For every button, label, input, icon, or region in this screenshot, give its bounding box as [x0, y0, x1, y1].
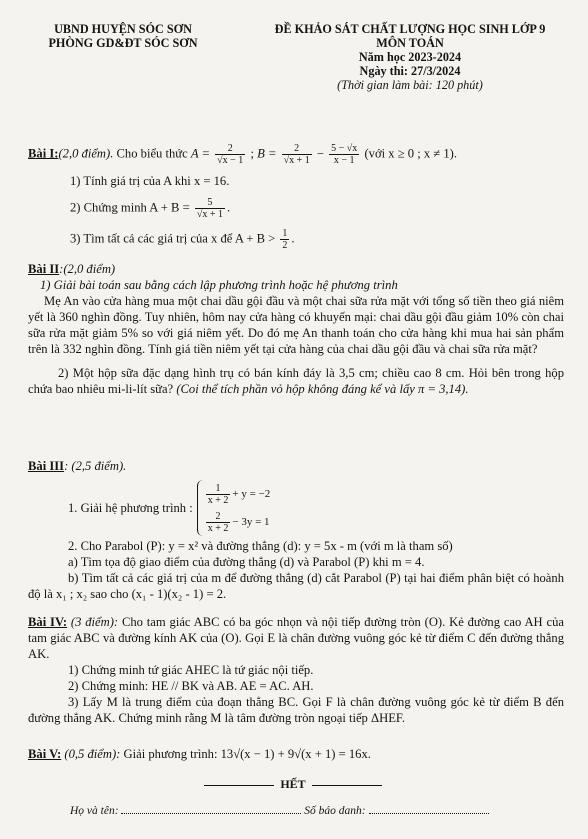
bai2-sub1: 1) Giải bài toán sau bằng cách lập phương trình hoặc hệ phương trình	[40, 278, 398, 292]
org-line-2: PHÒNG GD&ĐT SÓC SƠN	[48, 36, 198, 50]
bai3-heading	[28, 458, 564, 474]
name-field[interactable]	[121, 813, 301, 814]
bai4-q3: 3) Lấy M là trung điểm của đoạn thẳng BC. Gọi F là chân đường vuông góc kẻ từ điểm B đến đường thẳng AK. Chứng minh rằng M là tâm đường tròn ngoại tiếp ΔHEF.	[28, 695, 564, 725]
expr-a-lhs: A =	[190, 146, 210, 161]
bai5-label: Bài V:	[28, 747, 62, 761]
expr-condition: (với x ≥ 0 ; x ≠ 1).	[364, 146, 458, 161]
id-field[interactable]	[369, 813, 489, 814]
bai4-q1: 1) Chứng minh tứ giác AHEC là tứ giác nội tiếp.	[68, 663, 314, 677]
bai1-q1: 1) Tính giá trị của A khi x = 16.	[70, 174, 230, 188]
expr-separator: ;	[250, 146, 254, 161]
exam-duration: (Thời gian làm bài: 120 phút)	[337, 78, 483, 92]
bai3-q2a: a) Tìm tọa độ giao điểm của đường thẳng (d) và Parabol (P) khi m = 4.	[68, 555, 425, 569]
bai2-label: Bài II	[28, 262, 60, 276]
expr-b-fraction-1: $\frac{2}{√x + 1}$	[283, 143, 310, 166]
candidate-info	[70, 803, 550, 819]
bai1-points: (2,0 điểm).	[58, 146, 114, 161]
bai3-q2: 2. Cho Parabol (P): y = x² và đường thẳng (d): y = 5x - m (với m là tham số)	[68, 539, 453, 553]
bai2-problem-1: Mẹ An vào cửa hàng mua một chai dầu gội đầu và một chai sữa rửa mặt với tổng số tiền theo giá niêm yết là 360 nghìn đồng. Tuy nhiên, hôm nay cửa hàng có khuyến mại: chai dầu gội đầu giảm 10% còn chai sữa rửa mặt giảm 5% so với giá niêm yết. Do đó mẹ An thanh toán cho cửa hàng khi mua hai sản phẩm trên là 332 nghìn đồng. Tính giá tiền niêm yết tại cửa hàng của chai dầu gội đầu và chai sữa rửa mặt?	[28, 294, 564, 356]
bai1-q3: 3) Tìm tất cả các giá trị của x để A + B > $\frac{1}{2}$ .	[70, 228, 295, 251]
name-label: Họ và tên:	[70, 805, 119, 817]
id-label: Số báo danh:	[304, 805, 366, 817]
bai1-intro: Cho biểu thức	[116, 146, 188, 161]
bai2-section	[28, 261, 564, 397]
bai4-intro: Bài IV: (3 điểm): Cho tam giác ABC có ba góc nhọn và nội tiếp đường tròn (O). Kẻ đường cao AH của tam giác ABC và đường kính AK của (O). Gọi E là chân đường vuông góc kẻ từ điểm C đến đường thẳng AK.	[28, 615, 564, 661]
header-organization	[28, 22, 218, 50]
q3-fraction: $\frac{1}{2}$	[282, 228, 288, 251]
end-rule-left	[204, 785, 274, 786]
bai2-heading	[28, 261, 564, 277]
equation-system	[197, 480, 271, 536]
expr-b-fraction-2: $\frac{5 - √x}{x - 1}$	[331, 143, 358, 166]
bai4-label: Bài IV:	[28, 615, 68, 629]
bai3-label: Bài III	[28, 459, 65, 473]
bai2-points: :(2,0 điểm)	[59, 262, 116, 276]
bai5-equation: Giải phương trình: 13√(x − 1) + 9√(x + 1) = 16x.	[123, 747, 371, 761]
exam-date: Ngày thi: 27/3/2024	[359, 64, 461, 78]
bai5-section	[28, 746, 564, 762]
header-title	[250, 22, 570, 92]
exam-title: ĐỀ KHẢO SÁT CHẤT LƯỢNG HỌC SINH LỚP 9	[274, 22, 546, 36]
equation-1: $\frac{1}{x + 2}$ + y = −2	[207, 482, 271, 506]
bai5-points: (0,5 điểm):	[64, 747, 121, 761]
bai4-q2: 2) Chứng minh: HE // BK và AB. AE = AC. AH.	[68, 679, 314, 693]
bai3-q1: 1. Giải hệ phương trình : $\frac{1}{x + 2}$ + y = −2 $\frac{2}{x + 2}$ − 3y = 1	[28, 480, 564, 536]
bai4-points: (3 điểm):	[70, 615, 119, 629]
school-year: Năm học 2023-2024	[358, 50, 462, 64]
expr-minus: −	[316, 146, 325, 161]
org-line-1: UBND HUYỆN SÓC SƠN	[54, 22, 192, 36]
bai3-points: : (2,5 điểm).	[64, 459, 127, 473]
expr-b-lhs: B =	[257, 146, 277, 161]
subject-title: MÔN TOÁN	[376, 36, 444, 50]
bai3-q2b: b) Tìm tất cả các giá trị của m để đường thẳng (d) cắt Parabol (P) tại hai điểm phân biệt có hoành độ là x₁ ; x₂ sao cho (x₁ - 1)(x₂ - 1) = 2.	[28, 571, 564, 601]
expr-a-fraction: $\frac{2}{√x - 1}$	[217, 143, 244, 166]
bai4-section	[28, 614, 564, 726]
bai1-statement	[28, 143, 564, 166]
end-rule-right	[312, 785, 382, 786]
equation-2: $\frac{2}{x + 2}$ − 3y = 1	[207, 510, 270, 534]
bai1-q2: 2) Chứng minh A + B = $\frac{5}{√x + 1}$ .	[70, 197, 231, 220]
bai1-label: Bài I:	[28, 146, 59, 161]
end-marker	[168, 776, 418, 792]
q2-fraction: $\frac{5}{√x + 1}$	[196, 197, 223, 220]
bai3-section	[28, 458, 564, 602]
end-text: HẾT	[280, 777, 306, 791]
bai2-problem-2: 2) Một hộp sữa đặc dạng hình trụ có bán kính đáy là 3,5 cm; chiều cao 8 cm. Hỏi bên trong hộp chứa bao nhiêu mi-li-lít sữa? (Coi thể tích phần vỏ hộp không đáng kể và lấy π = 3,14).	[28, 366, 564, 396]
bai1-section	[28, 143, 564, 251]
